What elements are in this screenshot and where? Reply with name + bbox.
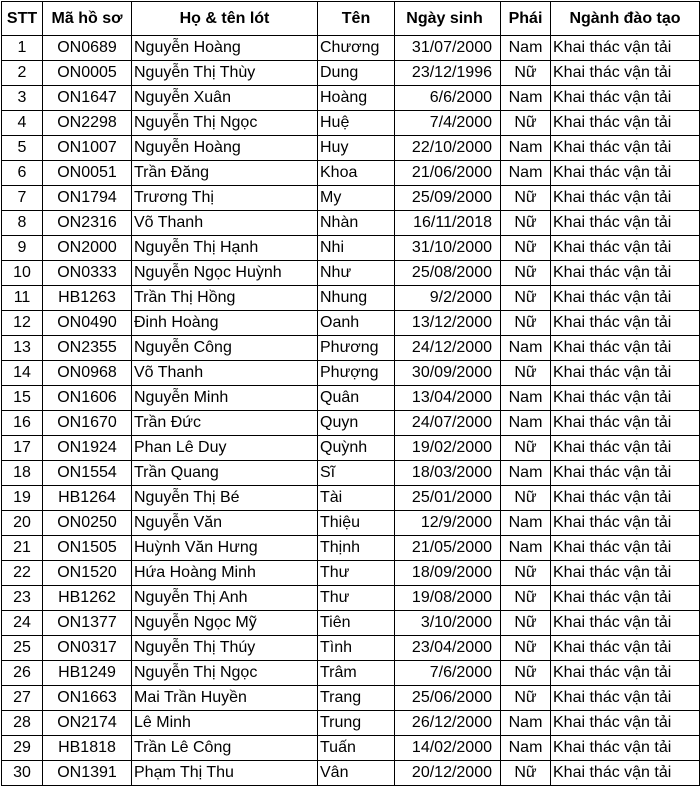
- table-row: [2, 661, 700, 686]
- cell-record-code: HB1263: [43, 286, 132, 311]
- cell-first-name: Quỳnh: [318, 436, 395, 461]
- cell-date-of-birth: 9/2/2000: [395, 286, 501, 311]
- cell-major: Khai thác vận tải: [551, 61, 700, 86]
- cell-date-of-birth: 7/6/2000: [395, 661, 501, 686]
- cell-record-code: ON0005: [43, 61, 132, 86]
- cell-gender: Nữ: [501, 236, 551, 261]
- cell-last-middle-name: Phạm Thị Thu: [132, 761, 318, 786]
- cell-first-name: Thịnh: [318, 536, 395, 561]
- cell-date-of-birth: 25/06/2000: [395, 686, 501, 711]
- cell-record-code: HB1249: [43, 661, 132, 686]
- cell-gender: Nam: [501, 536, 551, 561]
- cell-gender: Nam: [501, 411, 551, 436]
- cell-last-middle-name: Mai Trần Huyền: [132, 686, 318, 711]
- cell-major: Khai thác vận tải: [551, 161, 700, 186]
- cell-record-code: ON0689: [43, 36, 132, 61]
- header-gender: Phái: [501, 2, 551, 36]
- cell-major: Khai thác vận tải: [551, 186, 700, 211]
- cell-record-code: ON0968: [43, 361, 132, 386]
- cell-date-of-birth: 16/11/2018: [395, 211, 501, 236]
- table-row: [2, 211, 700, 236]
- cell-record-code: ON2000: [43, 236, 132, 261]
- cell-last-middle-name: Võ Thanh: [132, 211, 318, 236]
- cell-major: Khai thác vận tải: [551, 636, 700, 661]
- cell-record-code: ON0317: [43, 636, 132, 661]
- cell-gender: Nữ: [501, 361, 551, 386]
- cell-date-of-birth: 7/4/2000: [395, 111, 501, 136]
- cell-record-code: ON0333: [43, 261, 132, 286]
- table-row: [2, 561, 700, 586]
- table-row: [2, 761, 700, 786]
- cell-major: Khai thác vận tải: [551, 461, 700, 486]
- cell-stt: 7: [2, 186, 43, 211]
- cell-date-of-birth: 31/07/2000: [395, 36, 501, 61]
- cell-major: Khai thác vận tải: [551, 486, 700, 511]
- cell-stt: 17: [2, 436, 43, 461]
- cell-date-of-birth: 25/01/2000: [395, 486, 501, 511]
- cell-last-middle-name: Nguyễn Thị Bé: [132, 486, 318, 511]
- cell-gender: Nữ: [501, 286, 551, 311]
- table-row: [2, 686, 700, 711]
- cell-major: Khai thác vận tải: [551, 436, 700, 461]
- cell-first-name: My: [318, 186, 395, 211]
- cell-stt: 11: [2, 286, 43, 311]
- cell-gender: Nam: [501, 86, 551, 111]
- table-row: [2, 186, 700, 211]
- header-first-name: Tên: [318, 2, 395, 36]
- cell-stt: 8: [2, 211, 43, 236]
- table-row: [2, 386, 700, 411]
- cell-stt: 10: [2, 261, 43, 286]
- cell-last-middle-name: Nguyễn Xuân: [132, 86, 318, 111]
- cell-first-name: Quyn: [318, 411, 395, 436]
- cell-first-name: Tuấn: [318, 736, 395, 761]
- cell-stt: 24: [2, 611, 43, 636]
- cell-date-of-birth: 23/04/2000: [395, 636, 501, 661]
- cell-major: Khai thác vận tải: [551, 36, 700, 61]
- cell-record-code: ON1377: [43, 611, 132, 636]
- cell-record-code: ON1505: [43, 536, 132, 561]
- table-row: [2, 336, 700, 361]
- cell-record-code: ON1670: [43, 411, 132, 436]
- cell-gender: Nữ: [501, 111, 551, 136]
- cell-first-name: Tài: [318, 486, 395, 511]
- cell-last-middle-name: Nguyễn Thị Anh: [132, 586, 318, 611]
- cell-major: Khai thác vận tải: [551, 686, 700, 711]
- cell-major: Khai thác vận tải: [551, 511, 700, 536]
- table-row: [2, 411, 700, 436]
- cell-gender: Nam: [501, 511, 551, 536]
- cell-stt: 23: [2, 586, 43, 611]
- cell-date-of-birth: 21/06/2000: [395, 161, 501, 186]
- cell-date-of-birth: 25/09/2000: [395, 186, 501, 211]
- cell-last-middle-name: Nguyễn Văn: [132, 511, 318, 536]
- cell-date-of-birth: 31/10/2000: [395, 236, 501, 261]
- cell-major: Khai thác vận tải: [551, 211, 700, 236]
- cell-stt: 20: [2, 511, 43, 536]
- cell-first-name: Vân: [318, 761, 395, 786]
- cell-date-of-birth: 24/12/2000: [395, 336, 501, 361]
- cell-gender: Nữ: [501, 261, 551, 286]
- cell-first-name: Thiệu: [318, 511, 395, 536]
- cell-last-middle-name: Phan Lê Duy: [132, 436, 318, 461]
- cell-gender: Nam: [501, 736, 551, 761]
- cell-record-code: HB1818: [43, 736, 132, 761]
- cell-stt: 13: [2, 336, 43, 361]
- cell-gender: Nam: [501, 461, 551, 486]
- table-row: [2, 486, 700, 511]
- table-row: [2, 86, 700, 111]
- cell-first-name: Huy: [318, 136, 395, 161]
- cell-record-code: ON1554: [43, 461, 132, 486]
- cell-date-of-birth: 30/09/2000: [395, 361, 501, 386]
- table-row: [2, 236, 700, 261]
- cell-gender: Nam: [501, 386, 551, 411]
- cell-gender: Nữ: [501, 661, 551, 686]
- cell-first-name: Oanh: [318, 311, 395, 336]
- cell-major: Khai thác vận tải: [551, 611, 700, 636]
- cell-date-of-birth: 20/12/2000: [395, 761, 501, 786]
- cell-major: Khai thác vận tải: [551, 261, 700, 286]
- cell-major: Khai thác vận tải: [551, 536, 700, 561]
- cell-major: Khai thác vận tải: [551, 111, 700, 136]
- cell-date-of-birth: 18/09/2000: [395, 561, 501, 586]
- cell-stt: 5: [2, 136, 43, 161]
- cell-first-name: Trâm: [318, 661, 395, 686]
- cell-gender: Nữ: [501, 611, 551, 636]
- cell-record-code: ON2316: [43, 211, 132, 236]
- table-row: [2, 361, 700, 386]
- cell-date-of-birth: 22/10/2000: [395, 136, 501, 161]
- cell-last-middle-name: Lê Minh: [132, 711, 318, 736]
- cell-last-middle-name: Trần Đức: [132, 411, 318, 436]
- table-row: [2, 736, 700, 761]
- cell-date-of-birth: 14/02/2000: [395, 736, 501, 761]
- cell-last-middle-name: Hứa Hoàng Minh: [132, 561, 318, 586]
- cell-date-of-birth: 19/08/2000: [395, 586, 501, 611]
- cell-last-middle-name: Nguyễn Ngọc Mỹ: [132, 611, 318, 636]
- cell-major: Khai thác vận tải: [551, 711, 700, 736]
- cell-stt: 21: [2, 536, 43, 561]
- cell-first-name: Trung: [318, 711, 395, 736]
- cell-stt: 25: [2, 636, 43, 661]
- header-row: [2, 2, 700, 36]
- cell-last-middle-name: Nguyễn Hoàng: [132, 36, 318, 61]
- cell-stt: 9: [2, 236, 43, 261]
- cell-record-code: ON2174: [43, 711, 132, 736]
- cell-stt: 28: [2, 711, 43, 736]
- cell-record-code: HB1264: [43, 486, 132, 511]
- cell-major: Khai thác vận tải: [551, 411, 700, 436]
- cell-first-name: Hoàng: [318, 86, 395, 111]
- cell-stt: 14: [2, 361, 43, 386]
- table-row: [2, 611, 700, 636]
- cell-record-code: ON1520: [43, 561, 132, 586]
- cell-major: Khai thác vận tải: [551, 661, 700, 686]
- cell-first-name: Chương: [318, 36, 395, 61]
- cell-date-of-birth: 25/08/2000: [395, 261, 501, 286]
- cell-gender: Nam: [501, 336, 551, 361]
- cell-stt: 4: [2, 111, 43, 136]
- cell-gender: Nữ: [501, 186, 551, 211]
- cell-major: Khai thác vận tải: [551, 736, 700, 761]
- cell-last-middle-name: Nguyễn Thị Hạnh: [132, 236, 318, 261]
- cell-gender: Nữ: [501, 436, 551, 461]
- cell-stt: 26: [2, 661, 43, 686]
- cell-first-name: Sĩ: [318, 461, 395, 486]
- cell-stt: 30: [2, 761, 43, 786]
- cell-major: Khai thác vận tải: [551, 311, 700, 336]
- cell-date-of-birth: 26/12/2000: [395, 711, 501, 736]
- cell-date-of-birth: 21/05/2000: [395, 536, 501, 561]
- cell-first-name: Trang: [318, 686, 395, 711]
- cell-last-middle-name: Nguyễn Thị Thúy: [132, 636, 318, 661]
- table-row: [2, 161, 700, 186]
- cell-record-code: ON1663: [43, 686, 132, 711]
- cell-first-name: Khoa: [318, 161, 395, 186]
- cell-first-name: Nhung: [318, 286, 395, 311]
- cell-record-code: ON0250: [43, 511, 132, 536]
- table-row: [2, 436, 700, 461]
- cell-gender: Nam: [501, 161, 551, 186]
- cell-record-code: HB1262: [43, 586, 132, 611]
- cell-first-name: Như: [318, 261, 395, 286]
- cell-gender: Nữ: [501, 686, 551, 711]
- cell-last-middle-name: Nguyễn Ngọc Huỳnh: [132, 261, 318, 286]
- cell-major: Khai thác vận tải: [551, 561, 700, 586]
- cell-first-name: Dung: [318, 61, 395, 86]
- table-row: [2, 61, 700, 86]
- cell-major: Khai thác vận tải: [551, 761, 700, 786]
- cell-first-name: Huệ: [318, 111, 395, 136]
- table-row: [2, 636, 700, 661]
- cell-last-middle-name: Đinh Hoàng: [132, 311, 318, 336]
- cell-last-middle-name: Trần Quang: [132, 461, 318, 486]
- table-row: [2, 136, 700, 161]
- cell-last-middle-name: Trần Đăng: [132, 161, 318, 186]
- cell-gender: Nữ: [501, 586, 551, 611]
- cell-first-name: Nhi: [318, 236, 395, 261]
- cell-last-middle-name: Nguyễn Công: [132, 336, 318, 361]
- cell-major: Khai thác vận tải: [551, 86, 700, 111]
- table-row: [2, 36, 700, 61]
- table-row: [2, 536, 700, 561]
- cell-record-code: ON0490: [43, 311, 132, 336]
- cell-stt: 16: [2, 411, 43, 436]
- cell-stt: 18: [2, 461, 43, 486]
- cell-stt: 1: [2, 36, 43, 61]
- table-row: [2, 311, 700, 336]
- cell-major: Khai thác vận tải: [551, 586, 700, 611]
- cell-stt: 15: [2, 386, 43, 411]
- cell-first-name: Phượng: [318, 361, 395, 386]
- cell-stt: 6: [2, 161, 43, 186]
- student-table: [1, 1, 700, 786]
- cell-gender: Nữ: [501, 311, 551, 336]
- cell-date-of-birth: 13/12/2000: [395, 311, 501, 336]
- cell-major: Khai thác vận tải: [551, 386, 700, 411]
- cell-gender: Nữ: [501, 761, 551, 786]
- cell-first-name: Thư: [318, 561, 395, 586]
- table-row: [2, 586, 700, 611]
- cell-last-middle-name: Huỳnh Văn Hưng: [132, 536, 318, 561]
- cell-record-code: ON2355: [43, 336, 132, 361]
- cell-record-code: ON1391: [43, 761, 132, 786]
- header-major: Ngành đào tạo: [551, 2, 700, 36]
- cell-first-name: Quân: [318, 386, 395, 411]
- cell-last-middle-name: Trần Lê Công: [132, 736, 318, 761]
- cell-date-of-birth: 13/04/2000: [395, 386, 501, 411]
- cell-major: Khai thác vận tải: [551, 136, 700, 161]
- header-date-of-birth: Ngày sinh: [395, 2, 501, 36]
- cell-stt: 3: [2, 86, 43, 111]
- cell-first-name: Phương: [318, 336, 395, 361]
- cell-gender: Nữ: [501, 636, 551, 661]
- table-row: [2, 261, 700, 286]
- cell-major: Khai thác vận tải: [551, 286, 700, 311]
- cell-first-name: Thư: [318, 586, 395, 611]
- table-row: [2, 286, 700, 311]
- cell-record-code: ON1794: [43, 186, 132, 211]
- header-record-code: Mã hồ sơ: [43, 2, 132, 36]
- cell-date-of-birth: 12/9/2000: [395, 511, 501, 536]
- cell-gender: Nam: [501, 711, 551, 736]
- cell-major: Khai thác vận tải: [551, 361, 700, 386]
- cell-gender: Nữ: [501, 211, 551, 236]
- table-row: [2, 711, 700, 736]
- cell-stt: 29: [2, 736, 43, 761]
- cell-last-middle-name: Trần Thị Hồng: [132, 286, 318, 311]
- cell-date-of-birth: 24/07/2000: [395, 411, 501, 436]
- cell-stt: 27: [2, 686, 43, 711]
- table-row: [2, 461, 700, 486]
- cell-gender: Nam: [501, 136, 551, 161]
- cell-record-code: ON2298: [43, 111, 132, 136]
- cell-last-middle-name: Trương Thị: [132, 186, 318, 211]
- cell-record-code: ON0051: [43, 161, 132, 186]
- cell-gender: Nam: [501, 36, 551, 61]
- cell-last-middle-name: Nguyễn Hoàng: [132, 136, 318, 161]
- cell-first-name: Nhàn: [318, 211, 395, 236]
- cell-date-of-birth: 18/03/2000: [395, 461, 501, 486]
- cell-stt: 12: [2, 311, 43, 336]
- cell-date-of-birth: 6/6/2000: [395, 86, 501, 111]
- header-last-middle-name: Họ & tên lót: [132, 2, 318, 36]
- cell-record-code: ON1606: [43, 386, 132, 411]
- cell-last-middle-name: Nguyễn Thị Thùy: [132, 61, 318, 86]
- cell-date-of-birth: 19/02/2000: [395, 436, 501, 461]
- cell-last-middle-name: Nguyễn Minh: [132, 386, 318, 411]
- header-stt: STT: [2, 2, 43, 36]
- table-row: [2, 111, 700, 136]
- cell-record-code: ON1924: [43, 436, 132, 461]
- cell-gender: Nữ: [501, 561, 551, 586]
- cell-stt: 19: [2, 486, 43, 511]
- cell-major: Khai thác vận tải: [551, 236, 700, 261]
- cell-record-code: ON1007: [43, 136, 132, 161]
- cell-first-name: Tình: [318, 636, 395, 661]
- cell-first-name: Tiên: [318, 611, 395, 636]
- cell-last-middle-name: Nguyễn Thị Ngọc: [132, 111, 318, 136]
- cell-date-of-birth: 3/10/2000: [395, 611, 501, 636]
- cell-gender: Nữ: [501, 486, 551, 511]
- cell-last-middle-name: Võ Thanh: [132, 361, 318, 386]
- cell-date-of-birth: 23/12/1996: [395, 61, 501, 86]
- cell-gender: Nữ: [501, 61, 551, 86]
- cell-major: Khai thác vận tải: [551, 336, 700, 361]
- table-row: [2, 511, 700, 536]
- cell-last-middle-name: Nguyễn Thị Ngọc: [132, 661, 318, 686]
- cell-stt: 22: [2, 561, 43, 586]
- cell-record-code: ON1647: [43, 86, 132, 111]
- cell-stt: 2: [2, 61, 43, 86]
